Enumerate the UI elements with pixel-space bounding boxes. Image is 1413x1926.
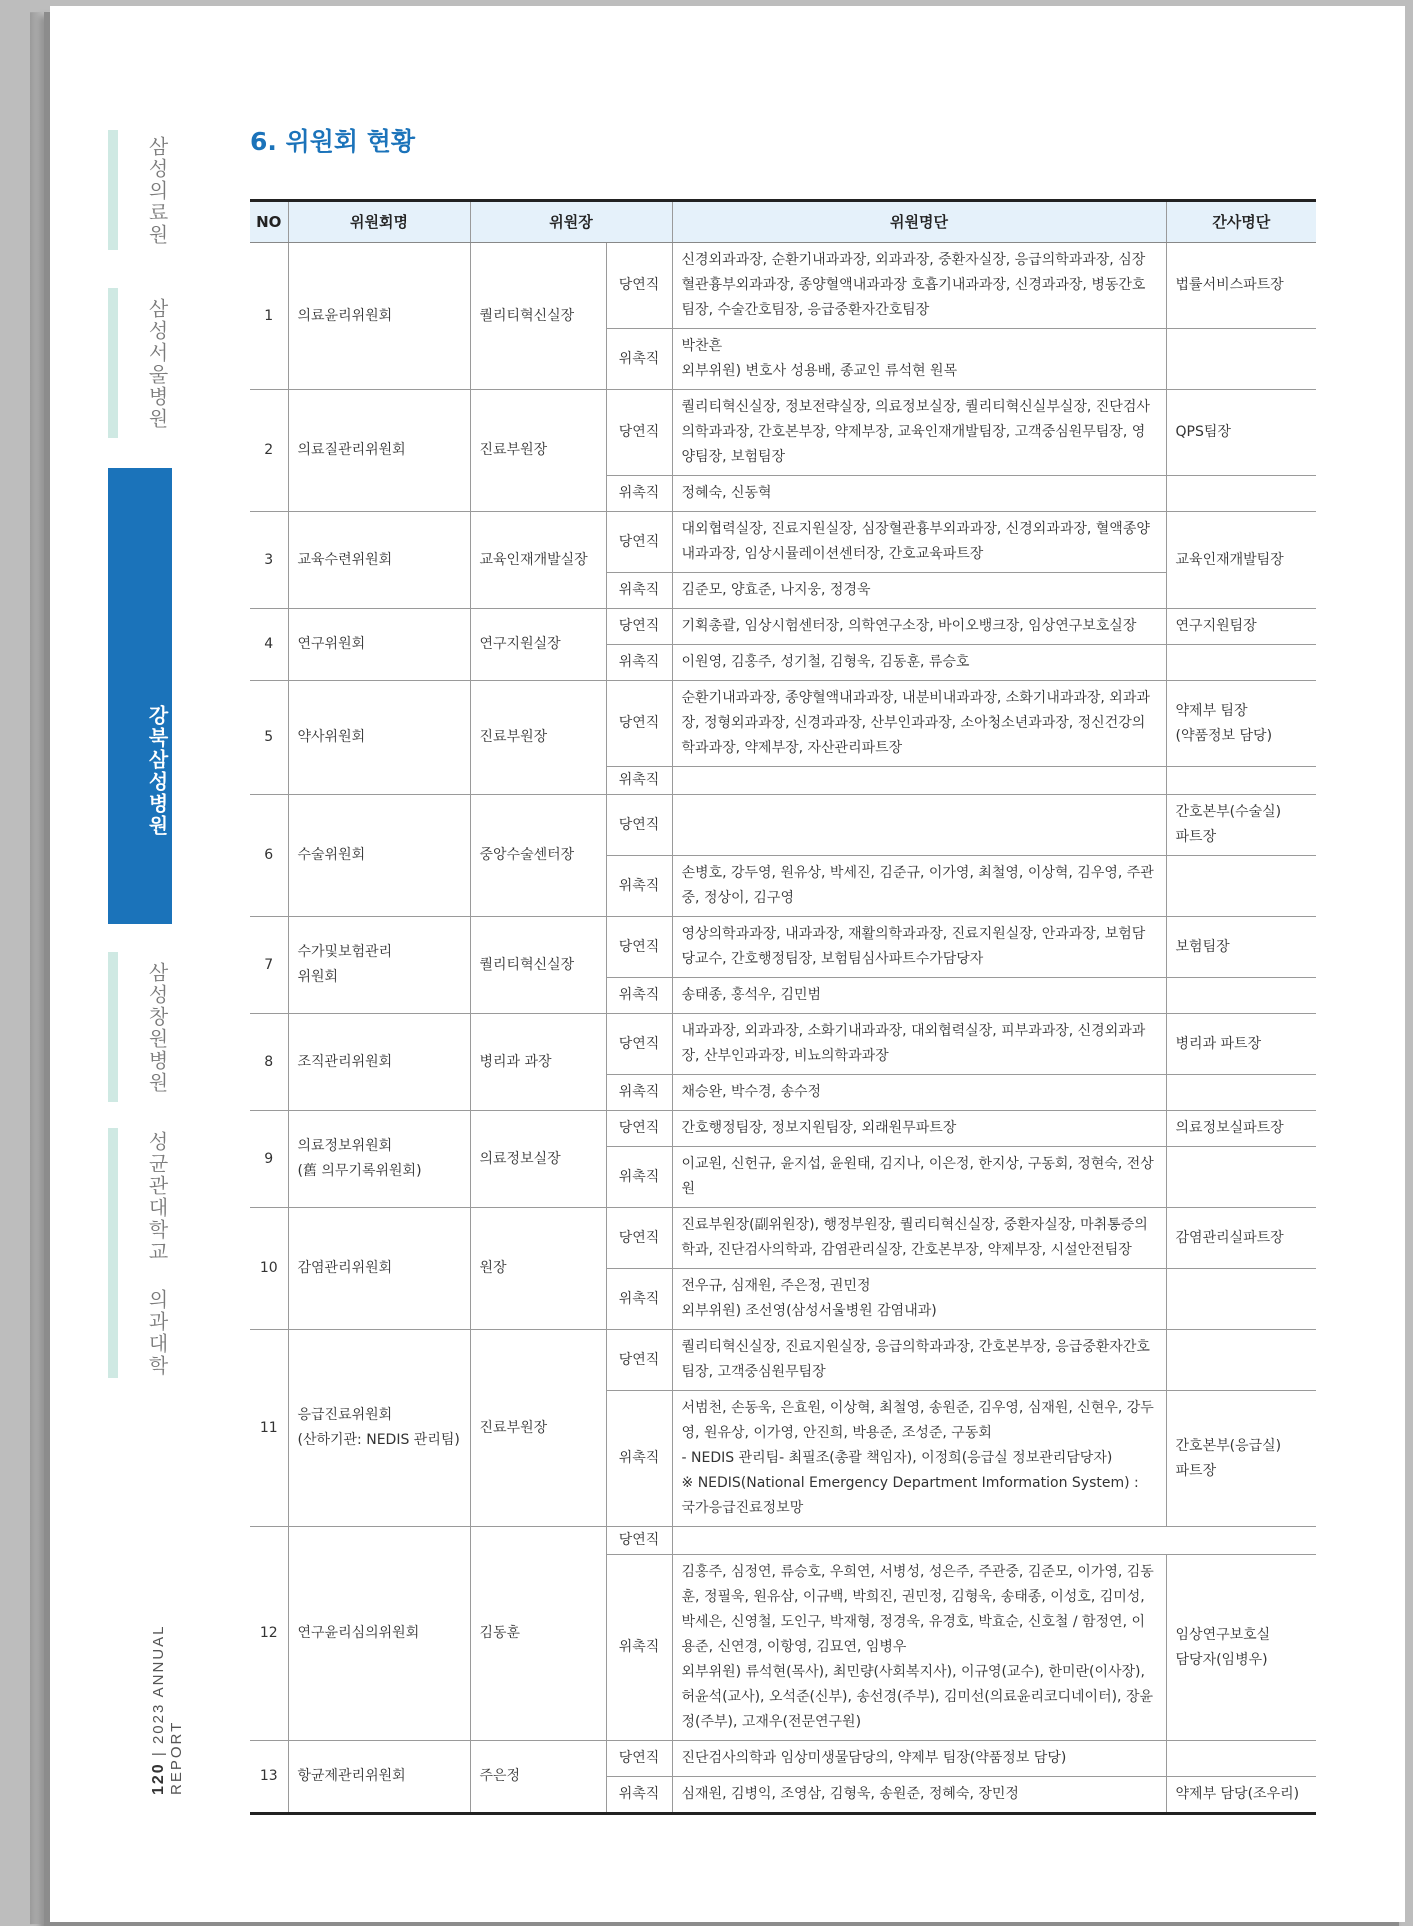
table-row xyxy=(250,795,1316,856)
table-row xyxy=(250,1014,1316,1075)
section-title: 6. 위원회 현황 xyxy=(250,127,416,156)
committee-chair: 원장 xyxy=(470,1208,606,1330)
member-list: 내과과장, 외과과장, 소화기내과과장, 대외협력실장, 피부과과장, 신경외과과장, 산부인과과장, 비뇨의학과과장 xyxy=(672,1014,1166,1075)
committee-name: 연구윤리심의위원회 xyxy=(288,1527,470,1741)
committee-no: 1 xyxy=(250,243,288,390)
committee-name: 감염관리위원회 xyxy=(288,1208,470,1330)
side-tab-label: 강북삼성병원 xyxy=(145,705,169,837)
committee-chair: 교육인재개발실장 xyxy=(470,512,606,609)
side-tab-marker xyxy=(108,1128,118,1378)
secretary: 의료정보실파트장 xyxy=(1166,1111,1316,1147)
member-list xyxy=(672,767,1166,795)
secretary xyxy=(1166,1741,1316,1777)
member-list: 정혜숙, 신동혁 xyxy=(672,476,1166,512)
membership-type: 위촉직 xyxy=(606,1147,672,1208)
committee-chair: 병리과 과장 xyxy=(470,1014,606,1111)
membership-type: 당연직 xyxy=(606,1014,672,1075)
secretary: 간호본부(수술실) 파트장 xyxy=(1166,795,1316,856)
header-secretary: 간사명단 xyxy=(1166,201,1316,243)
committee-no: 4 xyxy=(250,609,288,681)
membership-type: 위촉직 xyxy=(606,856,672,917)
table-row xyxy=(250,609,1316,645)
committee-no: 7 xyxy=(250,917,288,1014)
member-list: 신경외과과장, 순환기내과과장, 외과과장, 중환자실장, 응급의학과과장, 심장혈관흉부외과과장, 종양혈액내과과장 호흡기내과과장, 신경과과장, 병동간호팀장, 수술간호팀장, 응급중환자간호팀장 xyxy=(672,243,1166,329)
member-list: 순환기내과과장, 종양혈액내과과장, 내분비내과과장, 소화기내과과장, 외과과장, 정형외과과장, 신경과과장, 산부인과과장, 소아청소년과과장, 정신건강의학과과장, 약제부장, 자산관리파트장 xyxy=(672,681,1166,767)
committee-name: 교육수련위원회 xyxy=(288,512,470,609)
committee-name: 수가및보험관리 위원회 xyxy=(288,917,470,1014)
membership-type: 당연직 xyxy=(606,1111,672,1147)
committee-chair: 의료정보실장 xyxy=(470,1111,606,1208)
committee-chair: 진료부원장 xyxy=(470,681,606,795)
footer-separator: | xyxy=(150,1750,167,1757)
membership-type: 위촉직 xyxy=(606,476,672,512)
side-tab-label: 삼성서울병원 xyxy=(145,298,169,430)
table-row xyxy=(250,512,1316,573)
report-name: 2023 ANNUAL REPORT xyxy=(150,1625,185,1795)
table-body xyxy=(250,243,1316,1814)
membership-type: 위촉직 xyxy=(606,1777,672,1814)
page-number: 120 xyxy=(150,1762,167,1795)
member-list: 박찬흔 외부위원) 변호사 성용배, 종교인 류석현 원목 xyxy=(672,329,1166,390)
secretary: 병리과 파트장 xyxy=(1166,1014,1316,1075)
committee-no: 10 xyxy=(250,1208,288,1330)
membership-type: 당연직 xyxy=(606,390,672,476)
page-edge xyxy=(30,12,52,1924)
committee-no: 8 xyxy=(250,1014,288,1111)
secretary xyxy=(1166,1269,1316,1330)
membership-type: 위촉직 xyxy=(606,573,672,609)
secretary xyxy=(1166,645,1316,681)
side-tab-marker xyxy=(108,130,118,250)
secretary xyxy=(1166,767,1316,795)
member-list: 이교원, 신헌규, 윤지섭, 윤원태, 김지나, 이은정, 한지상, 구동회, 정현숙, 전상원 xyxy=(672,1147,1166,1208)
committee-name: 의료질관리위원회 xyxy=(288,390,470,512)
committee-name: 응급진료위원회 (산하기관: NEDIS 관리팀) xyxy=(288,1330,470,1527)
membership-type: 당연직 xyxy=(606,243,672,329)
committee-no: 13 xyxy=(250,1741,288,1814)
secretary xyxy=(1166,856,1316,917)
membership-type: 당연직 xyxy=(606,1330,672,1391)
member-list: 송태종, 홍석우, 김민범 xyxy=(672,978,1166,1014)
header-no: NO xyxy=(250,201,288,243)
membership-type: 위촉직 xyxy=(606,1391,672,1527)
membership-type: 당연직 xyxy=(606,609,672,645)
member-list: 이원영, 김홍주, 성기철, 김형욱, 김동훈, 류승호 xyxy=(672,645,1166,681)
membership-type: 위촉직 xyxy=(606,645,672,681)
member-list: 서범천, 손동욱, 은효원, 이상혁, 최철영, 송원준, 김우영, 심재원, 신현우, 강두영, 원유상, 이가영, 안진희, 박용준, 조성준, 구동회 - NEDIS 관리팀- 최필조(총괄 책임자), 이정희(응급실 정보관리담당자) ※ NEDIS(National Emergency Department Imformation System) : 국가응급진료정보망 xyxy=(672,1391,1166,1527)
secretary: 법률서비스파트장 xyxy=(1166,243,1316,329)
secretary: QPS팀장 xyxy=(1166,390,1316,476)
side-tab-label: 성균관대학교 의과대학 xyxy=(145,1131,169,1377)
committee-name: 약사위원회 xyxy=(288,681,470,795)
member-list: 채승완, 박수경, 송수정 xyxy=(672,1075,1166,1111)
secretary: 약제부 팀장 (약품정보 담당) xyxy=(1166,681,1316,767)
header-chair: 위원장 xyxy=(470,201,672,243)
membership-type: 위촉직 xyxy=(606,1555,672,1741)
side-tab-kangbuk-samsung-hospital[interactable] xyxy=(108,468,172,924)
side-tab-marker xyxy=(108,952,118,1102)
committee-chair: 진료부원장 xyxy=(470,1330,606,1527)
side-tab-skku-medicine[interactable] xyxy=(108,1128,172,1378)
committee-chair: 김동훈 xyxy=(470,1527,606,1741)
committee-name: 의료윤리위원회 xyxy=(288,243,470,390)
member-list: 간호행정팀장, 정보지원팀장, 외래원무파트장 xyxy=(672,1111,1166,1147)
membership-type: 당연직 xyxy=(606,1741,672,1777)
table-row xyxy=(250,917,1316,978)
member-list: 전우규, 심재원, 주은정, 권민정 외부위원) 조선영(삼성서울병원 감염내과) xyxy=(672,1269,1166,1330)
table-row xyxy=(250,1741,1316,1777)
secretary: 연구지원팀장 xyxy=(1166,609,1316,645)
member-list xyxy=(672,1527,1166,1555)
committee-name: 수술위원회 xyxy=(288,795,470,917)
committee-no: 6 xyxy=(250,795,288,917)
member-list: 영상의학과과장, 내과과장, 재활의학과과장, 진료지원실장, 안과과장, 보험담당교수, 간호행정팀장, 보험팀심사파트수가담당자 xyxy=(672,917,1166,978)
table-row xyxy=(250,390,1316,476)
committee-no: 12 xyxy=(250,1527,288,1741)
secretary xyxy=(1166,978,1316,1014)
secretary: 보험팀장 xyxy=(1166,917,1316,978)
member-list: 퀄리티혁신실장, 정보전략실장, 의료정보실장, 퀄리티혁신실부실장, 진단검사의학과과장, 간호본부장, 약제부장, 교육인재개발팀장, 고객중심원무팀장, 영양팀장, 보험팀장 xyxy=(672,390,1166,476)
committee-name: 항균제관리위원회 xyxy=(288,1741,470,1814)
secretary xyxy=(1166,476,1316,512)
member-list xyxy=(672,795,1166,856)
committee-name: 연구위원회 xyxy=(288,609,470,681)
committee-name: 의료정보위원회 (舊 의무기록위원회) xyxy=(288,1111,470,1208)
member-list: 대외협력실장, 진료지원실장, 심장혈관흉부외과과장, 신경외과과장, 혈액종양내과과장, 임상시뮬레이션센터장, 간호교육파트장 xyxy=(672,512,1166,573)
side-tab-marker xyxy=(108,288,118,438)
side-tab-label: 삼성의료원 xyxy=(145,136,169,246)
secretary: 감염관리실파트장 xyxy=(1166,1208,1316,1269)
membership-type: 위촉직 xyxy=(606,978,672,1014)
member-list: 김준모, 양효준, 나지웅, 정경욱 xyxy=(672,573,1166,609)
side-tab-samsung-seoul-hospital[interactable] xyxy=(108,288,172,438)
member-list: 김홍주, 심정연, 류승호, 우희연, 서병성, 성은주, 주관중, 김준모, 이가영, 김동훈, 정필욱, 원유삼, 이규백, 박희진, 권민정, 김형욱, 송태종, 이성호, 김미성, 박세은, 신영철, 도인구, 박재형, 정경욱, 유경호, 박효순, 신호철 / 함정연, 이용준, 신연경, 이항영, 김묘연, 임병우 외부위원) 류석현(목사), 최민량(사회복지사), 이규영(교수), 한미란(이사장), 허윤석(교사), 오석준(신부), 송선경(주부), 김미선(의료윤리코디네이터), 장윤정(주부), 고재우(전문연구원) xyxy=(672,1555,1166,1741)
member-list: 손병호, 강두영, 원유상, 박세진, 김준규, 이가영, 최철영, 이상혁, 김우영, 주관중, 정상이, 김구영 xyxy=(672,856,1166,917)
committee-no: 5 xyxy=(250,681,288,795)
table-header-row xyxy=(250,201,1316,243)
membership-type: 당연직 xyxy=(606,512,672,573)
side-tab-samsung-medical-center[interactable] xyxy=(108,130,172,250)
header-members: 위원명단 xyxy=(672,201,1166,243)
committee-no: 11 xyxy=(250,1330,288,1527)
committee-chair: 중앙수술센터장 xyxy=(470,795,606,917)
secretary: 교육인재개발팀장 xyxy=(1166,512,1316,609)
member-list: 기획총괄, 임상시험센터장, 의학연구소장, 바이오뱅크장, 임상연구보호실장 xyxy=(672,609,1166,645)
table-row xyxy=(250,1111,1316,1147)
committee-chair: 퀄리티혁신실장 xyxy=(470,243,606,390)
membership-type: 위촉직 xyxy=(606,329,672,390)
secretary xyxy=(1166,1330,1316,1391)
membership-type: 당연직 xyxy=(606,1208,672,1269)
committee-chair: 진료부원장 xyxy=(470,390,606,512)
table-row xyxy=(250,1208,1316,1269)
membership-type: 당연직 xyxy=(606,795,672,856)
membership-type: 위촉직 xyxy=(606,767,672,795)
side-tab-label: 삼성창원병원 xyxy=(145,962,169,1094)
committee-name: 조직관리위원회 xyxy=(288,1014,470,1111)
membership-type: 당연직 xyxy=(606,681,672,767)
committee-no: 2 xyxy=(250,390,288,512)
member-list: 진단검사의학과 임상미생물담당의, 약제부 팀장(약품정보 담당) xyxy=(672,1741,1166,1777)
header-committee-name: 위원회명 xyxy=(288,201,470,243)
secretary: 약제부 담당(조우리) xyxy=(1166,1777,1316,1814)
member-list: 진료부원장(副위원장), 행정부원장, 퀄리티혁신실장, 중환자실장, 마취통증의학과, 진단검사의학과, 감염관리실장, 간호본부장, 약제부장, 시설안전팀장 xyxy=(672,1208,1166,1269)
membership-type: 위촉직 xyxy=(606,1269,672,1330)
membership-type: 위촉직 xyxy=(606,1075,672,1111)
committee-no: 9 xyxy=(250,1111,288,1208)
secretary xyxy=(1166,329,1316,390)
committee-chair: 퀄리티혁신실장 xyxy=(470,917,606,1014)
membership-type: 당연직 xyxy=(606,917,672,978)
secretary xyxy=(1166,1147,1316,1208)
committee-chair: 주은정 xyxy=(470,1741,606,1814)
committee-no: 3 xyxy=(250,512,288,609)
membership-type: 당연직 xyxy=(606,1527,672,1555)
secretary xyxy=(1166,1075,1316,1111)
table-row xyxy=(250,243,1316,329)
committee-table xyxy=(250,199,1316,1815)
report-footer xyxy=(150,1545,185,1795)
member-list: 퀄리티혁신실장, 진료지원실장, 응급의학과과장, 간호본부장, 응급중환자간호팀장, 고객중심원무팀장 xyxy=(672,1330,1166,1391)
secretary: 임상연구보호실 담당자(임병우) xyxy=(1166,1555,1316,1741)
member-list: 심재원, 김병익, 조영삼, 김형욱, 송원준, 정혜숙, 장민정 xyxy=(672,1777,1166,1814)
side-tab-samsung-changwon-hospital[interactable] xyxy=(108,952,172,1102)
committee-chair: 연구지원실장 xyxy=(470,609,606,681)
table-row xyxy=(250,1527,1316,1555)
table-row xyxy=(250,1330,1316,1391)
table-row xyxy=(250,681,1316,767)
secretary: 간호본부(응급실) 파트장 xyxy=(1166,1391,1316,1527)
